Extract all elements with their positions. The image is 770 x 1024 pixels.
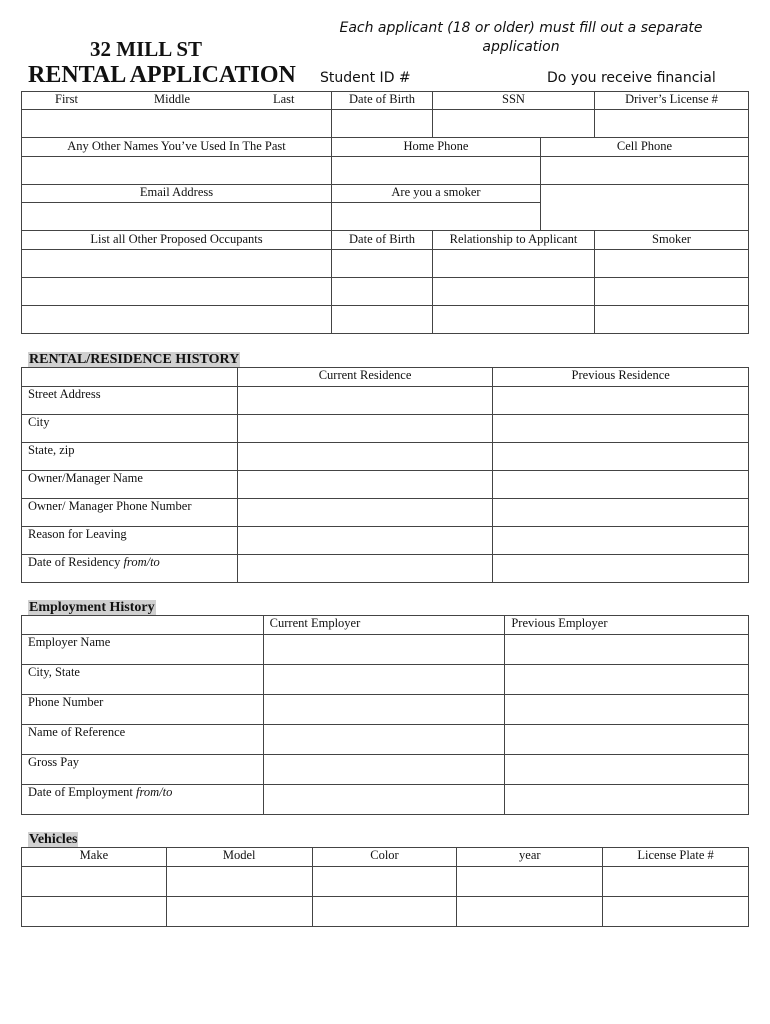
row-label: Employer Name — [22, 635, 264, 665]
from-to-note: from/to — [123, 555, 160, 569]
row-label: City — [22, 415, 238, 443]
name-field[interactable] — [22, 110, 331, 137]
current-reference-field[interactable] — [263, 725, 505, 755]
applicant-notice: Each applicant (18 or older) must fill out a separate application — [339, 20, 703, 55]
email-label: Email Address — [139, 185, 214, 199]
previous-residence-header: Previous Residence — [493, 368, 749, 387]
current-state-zip-field[interactable] — [237, 443, 493, 471]
last-name-label: Last — [273, 92, 295, 106]
table-row — [22, 387, 749, 415]
previous-employer-header: Previous Employer — [505, 616, 749, 635]
current-owner-field[interactable] — [237, 471, 493, 499]
table-row — [22, 897, 749, 927]
previous-owner-phone-field[interactable] — [493, 499, 749, 527]
occupant-row-1[interactable] — [22, 250, 748, 277]
occupants-label: List all Other Proposed Occupants — [90, 232, 263, 246]
smoker-field[interactable] — [332, 203, 540, 230]
drivers-license-field[interactable] — [595, 110, 748, 137]
current-street-field[interactable] — [237, 387, 493, 415]
current-owner-phone-field[interactable] — [237, 499, 493, 527]
license-plate-field[interactable] — [603, 867, 749, 897]
cell-phone-field[interactable] — [541, 157, 748, 184]
table-row — [22, 471, 749, 499]
row-label: Date of Residency from/to — [22, 555, 238, 583]
other-names-label: Any Other Names You’ve Used In The Past — [67, 139, 286, 153]
previous-dates-field[interactable] — [493, 555, 749, 583]
table-row — [22, 725, 749, 755]
make-header: Make — [22, 848, 167, 867]
previous-employer-phone-field[interactable] — [505, 695, 749, 725]
table-row — [22, 695, 749, 725]
form-title: RENTAL APPLICATION — [28, 62, 296, 88]
row-label: Name of Reference — [22, 725, 264, 755]
previous-city-field[interactable] — [493, 415, 749, 443]
row-label: Date of Employment from/to — [22, 785, 264, 815]
dob-label: Date of Birth — [349, 92, 415, 106]
make-field[interactable] — [22, 867, 167, 897]
current-employer-name-field[interactable] — [263, 635, 505, 665]
year-field[interactable] — [457, 867, 603, 897]
row-label: Owner/ Manager Phone Number — [22, 499, 238, 527]
row-label: Street Address — [22, 387, 238, 415]
previous-reference-field[interactable] — [505, 725, 749, 755]
employment-history-table — [21, 615, 749, 815]
color-field[interactable] — [312, 867, 457, 897]
color-field[interactable] — [312, 897, 457, 927]
other-names-field[interactable] — [22, 157, 331, 184]
middle-name-label: Middle — [154, 92, 191, 106]
make-field[interactable] — [22, 897, 167, 927]
row-label: State, zip — [22, 443, 238, 471]
table-row — [22, 443, 749, 471]
table-row — [22, 665, 749, 695]
table-row — [22, 415, 749, 443]
table-row — [22, 785, 749, 815]
rental-history-table — [21, 367, 749, 583]
row-label: Owner/Manager Name — [22, 471, 238, 499]
previous-owner-field[interactable] — [493, 471, 749, 499]
table-row — [22, 527, 749, 555]
previous-employer-name-field[interactable] — [505, 635, 749, 665]
home-phone-label: Home Phone — [403, 139, 469, 153]
from-to-note: from/to — [135, 785, 173, 799]
model-field[interactable] — [166, 867, 312, 897]
row-label: City, State — [22, 665, 264, 695]
employment-history-heading: Employment History — [29, 600, 155, 615]
current-dates-field[interactable] — [237, 555, 493, 583]
occupant-smoker-label: Smoker — [652, 232, 691, 246]
table-row — [22, 555, 749, 583]
current-employer-city-field[interactable] — [263, 665, 505, 695]
license-plate-field[interactable] — [603, 897, 749, 927]
rental-history-heading: RENTAL/RESIDENCE HISTORY — [29, 352, 240, 367]
current-employer-header: Current Employer — [263, 616, 505, 635]
row-label: Reason for Leaving — [22, 527, 238, 555]
row-label: Phone Number — [22, 695, 264, 725]
vehicles-table — [21, 847, 749, 927]
table-row — [22, 499, 749, 527]
current-city-field[interactable] — [237, 415, 493, 443]
license-plate-header: License Plate # — [603, 848, 749, 867]
year-header: year — [457, 848, 603, 867]
cell-phone-label: Cell Phone — [616, 139, 673, 153]
table-row — [22, 867, 749, 897]
ssn-label: SSN — [502, 92, 525, 106]
table-row — [22, 755, 749, 785]
dob-field[interactable] — [332, 110, 432, 137]
drivers-license-label: Driver’s License # — [625, 92, 718, 106]
home-phone-field[interactable] — [332, 157, 540, 184]
previous-reason-field[interactable] — [493, 527, 749, 555]
relationship-label: Relationship to Applicant — [449, 232, 578, 246]
occupant-dob-label: Date of Birth — [349, 232, 415, 246]
current-employment-dates-field[interactable] — [263, 785, 505, 815]
previous-gross-pay-field[interactable] — [505, 755, 749, 785]
previous-state-zip-field[interactable] — [493, 443, 749, 471]
color-header: Color — [312, 848, 457, 867]
model-header: Model — [166, 848, 312, 867]
current-reason-field[interactable] — [237, 527, 493, 555]
first-name-label: First — [55, 92, 78, 106]
row-label: Gross Pay — [22, 755, 264, 785]
smoker-question-label: Are you a smoker — [391, 185, 481, 199]
previous-street-field[interactable] — [493, 387, 749, 415]
student-id-label: Student ID # — [320, 70, 411, 86]
ssn-field[interactable] — [433, 110, 594, 137]
financial-aid-label: Do you receive financial — [547, 70, 716, 86]
current-gross-pay-field[interactable] — [263, 755, 505, 785]
current-residence-header: Current Residence — [237, 368, 493, 387]
property-address: 32 MILL ST — [90, 37, 203, 61]
model-field[interactable] — [166, 897, 312, 927]
previous-employer-city-field[interactable] — [505, 665, 749, 695]
table-row — [22, 635, 749, 665]
occupant-row-2[interactable] — [22, 278, 748, 305]
occupant-row-3[interactable] — [22, 306, 748, 333]
current-employer-phone-field[interactable] — [263, 695, 505, 725]
email-field[interactable] — [22, 203, 331, 230]
year-field[interactable] — [457, 897, 603, 927]
previous-employment-dates-field[interactable] — [505, 785, 749, 815]
vehicles-heading: Vehicles — [29, 832, 78, 847]
